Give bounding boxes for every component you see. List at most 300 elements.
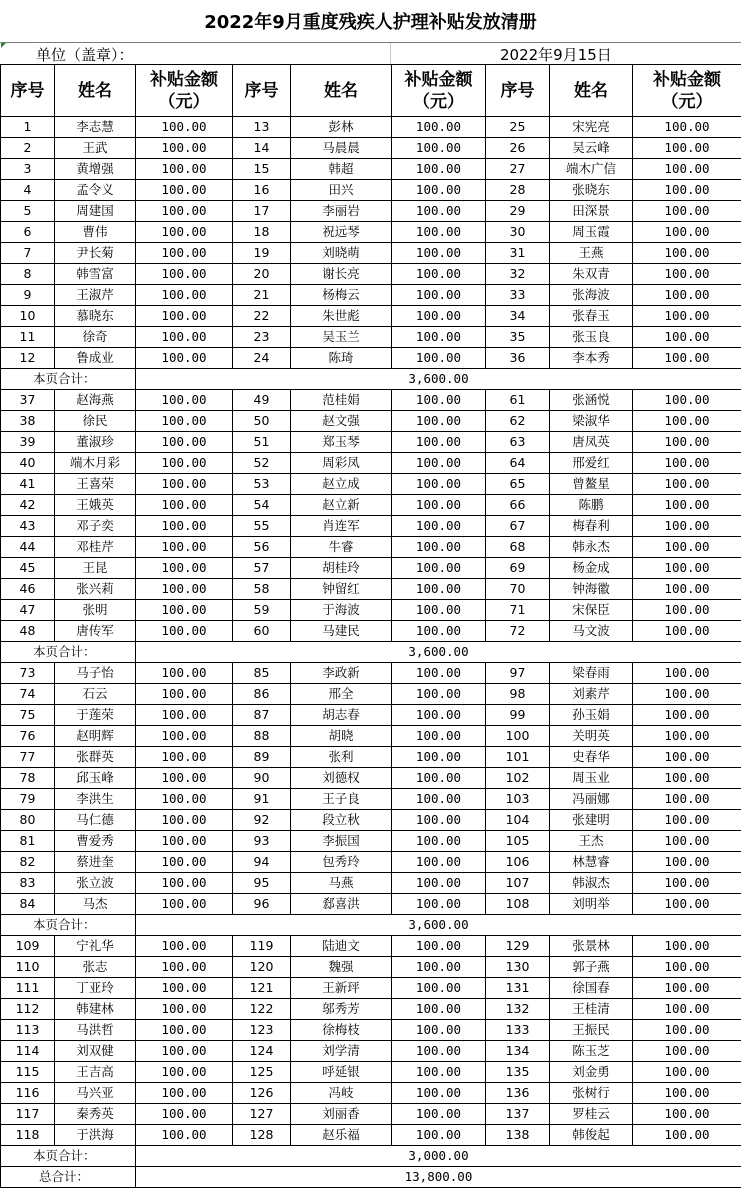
- seq-cell: 43: [1, 516, 55, 537]
- seq-cell: 108: [486, 894, 550, 915]
- name-cell: 王子良: [291, 789, 392, 810]
- name-cell: 梅春利: [550, 516, 633, 537]
- amount-cell: 100.00: [392, 705, 486, 726]
- page-subtotal-label: 本页合计：: [1, 642, 136, 663]
- header-seq: 序号: [233, 65, 291, 117]
- header-amount-line2: （元）: [413, 92, 464, 112]
- name-cell: 张建明: [550, 810, 633, 831]
- table-row: [1, 894, 741, 915]
- name-cell: 邢爱红: [550, 453, 633, 474]
- amount-cell: 100.00: [136, 159, 233, 180]
- seq-cell: 84: [1, 894, 55, 915]
- amount-cell: 100.00: [633, 705, 741, 726]
- grand-total-label: 总合计：: [1, 1167, 136, 1188]
- name-cell: 韩超: [291, 159, 392, 180]
- name-cell: 牛睿: [291, 537, 392, 558]
- amount-cell: 100.00: [392, 117, 486, 138]
- seq-cell: 55: [233, 516, 291, 537]
- name-cell: 曹伟: [55, 222, 136, 243]
- name-cell: 冯丽娜: [550, 789, 633, 810]
- seq-cell: 3: [1, 159, 55, 180]
- seq-cell: 19: [233, 243, 291, 264]
- seq-cell: 131: [486, 978, 550, 999]
- seq-cell: 20: [233, 264, 291, 285]
- seq-cell: 106: [486, 852, 550, 873]
- name-cell: 徐国春: [550, 978, 633, 999]
- name-cell: 王娥英: [55, 495, 136, 516]
- amount-cell: 100.00: [392, 453, 486, 474]
- amount-cell: 100.00: [633, 516, 741, 537]
- table-row: [1, 411, 741, 432]
- amount-cell: 100.00: [633, 453, 741, 474]
- name-cell: 韩俊起: [550, 1125, 633, 1146]
- seq-cell: 15: [233, 159, 291, 180]
- seq-cell: 102: [486, 768, 550, 789]
- amount-cell: 100.00: [392, 495, 486, 516]
- seq-cell: 32: [486, 264, 550, 285]
- name-cell: 赵文强: [291, 411, 392, 432]
- amount-cell: 100.00: [633, 180, 741, 201]
- seq-cell: 68: [486, 537, 550, 558]
- name-cell: 王喜荣: [55, 474, 136, 495]
- seq-cell: 51: [233, 432, 291, 453]
- seq-cell: 53: [233, 474, 291, 495]
- seq-cell: 1: [1, 117, 55, 138]
- seq-cell: 132: [486, 999, 550, 1020]
- name-cell: 于海波: [291, 600, 392, 621]
- name-cell: 刘学清: [291, 1041, 392, 1062]
- header-amount-line1: 补贴金额: [150, 70, 218, 90]
- amount-cell: 100.00: [136, 138, 233, 159]
- name-cell: 彭林: [291, 117, 392, 138]
- name-cell: 吴云峰: [550, 138, 633, 159]
- seq-cell: 29: [486, 201, 550, 222]
- name-cell: 李本秀: [550, 348, 633, 369]
- name-cell: 郭子燕: [550, 957, 633, 978]
- amount-cell: 100.00: [392, 600, 486, 621]
- page-subtotal-value: 3,600.00: [136, 915, 741, 936]
- name-cell: 赵明辉: [55, 726, 136, 747]
- seq-cell: 38: [1, 411, 55, 432]
- amount-cell: 100.00: [136, 327, 233, 348]
- header-amount: [136, 65, 233, 117]
- seq-cell: 23: [233, 327, 291, 348]
- amount-cell: 100.00: [633, 432, 741, 453]
- name-cell: 慕晓东: [55, 306, 136, 327]
- table-row: [1, 810, 741, 831]
- name-cell: 李丽岩: [291, 201, 392, 222]
- seq-cell: 97: [486, 663, 550, 684]
- seq-cell: 134: [486, 1041, 550, 1062]
- seq-cell: 85: [233, 663, 291, 684]
- amount-cell: 100.00: [136, 1062, 233, 1083]
- amount-cell: 100.00: [392, 621, 486, 642]
- amount-cell: 100.00: [392, 558, 486, 579]
- amount-cell: 100.00: [633, 306, 741, 327]
- amount-cell: 100.00: [392, 831, 486, 852]
- amount-cell: 100.00: [136, 348, 233, 369]
- header-row: [1, 65, 741, 117]
- seq-cell: 56: [233, 537, 291, 558]
- name-cell: 张景林: [550, 936, 633, 957]
- seq-cell: 64: [486, 453, 550, 474]
- seq-cell: 110: [1, 957, 55, 978]
- amount-cell: 100.00: [633, 831, 741, 852]
- seq-cell: 27: [486, 159, 550, 180]
- amount-cell: 100.00: [392, 201, 486, 222]
- seq-cell: 30: [486, 222, 550, 243]
- name-cell: 马建民: [291, 621, 392, 642]
- seq-cell: 67: [486, 516, 550, 537]
- header-seq: 序号: [1, 65, 55, 117]
- seq-cell: 46: [1, 579, 55, 600]
- amount-cell: 100.00: [392, 411, 486, 432]
- seq-cell: 125: [233, 1062, 291, 1083]
- name-cell: 鲁成业: [55, 348, 136, 369]
- name-cell: 刘明举: [550, 894, 633, 915]
- page-subtotal-row: [1, 369, 741, 390]
- seq-cell: 87: [233, 705, 291, 726]
- seq-cell: 90: [233, 768, 291, 789]
- name-cell: 朱世彪: [291, 306, 392, 327]
- seq-cell: 61: [486, 390, 550, 411]
- name-cell: 宋宪亮: [550, 117, 633, 138]
- name-cell: 丁亚玲: [55, 978, 136, 999]
- seq-cell: 94: [233, 852, 291, 873]
- name-cell: 张志: [55, 957, 136, 978]
- amount-cell: 100.00: [392, 579, 486, 600]
- amount-cell: 100.00: [392, 243, 486, 264]
- seq-cell: 126: [233, 1083, 291, 1104]
- name-cell: 刘晓萌: [291, 243, 392, 264]
- amount-cell: 100.00: [633, 243, 741, 264]
- seq-cell: 71: [486, 600, 550, 621]
- name-cell: 周玉霞: [550, 222, 633, 243]
- name-cell: 冯岐: [291, 1083, 392, 1104]
- name-cell: 梁淑华: [550, 411, 633, 432]
- seq-cell: 100: [486, 726, 550, 747]
- seq-cell: 72: [486, 621, 550, 642]
- roster-table: [0, 64, 741, 1188]
- amount-cell: 100.00: [136, 558, 233, 579]
- name-cell: 王桂清: [550, 999, 633, 1020]
- table-row: [1, 1041, 741, 1062]
- seq-cell: 70: [486, 579, 550, 600]
- name-cell: 刘德权: [291, 768, 392, 789]
- name-cell: 林慧睿: [550, 852, 633, 873]
- name-cell: 陈琦: [291, 348, 392, 369]
- amount-cell: 100.00: [633, 663, 741, 684]
- header-amount-line1: 补贴金额: [653, 70, 721, 90]
- amount-cell: 100.00: [633, 159, 741, 180]
- amount-cell: 100.00: [392, 1041, 486, 1062]
- name-cell: 郑玉琴: [291, 432, 392, 453]
- seq-cell: 34: [486, 306, 550, 327]
- table-row: [1, 1020, 741, 1041]
- info-bar: [0, 42, 741, 64]
- name-cell: 于洪海: [55, 1125, 136, 1146]
- name-cell: 尹长菊: [55, 243, 136, 264]
- header-amount-line2: （元）: [662, 92, 713, 112]
- table-row: [1, 600, 741, 621]
- amount-cell: 100.00: [633, 558, 741, 579]
- seq-cell: 105: [486, 831, 550, 852]
- name-cell: 邱玉峰: [55, 768, 136, 789]
- name-cell: 宋保臣: [550, 600, 633, 621]
- amount-cell: 100.00: [392, 516, 486, 537]
- page-subtotal-row: [1, 642, 741, 663]
- name-cell: 秦秀英: [55, 1104, 136, 1125]
- amount-cell: 100.00: [392, 222, 486, 243]
- amount-cell: 100.00: [392, 747, 486, 768]
- amount-cell: 100.00: [136, 936, 233, 957]
- seq-cell: 104: [486, 810, 550, 831]
- name-cell: 马仁德: [55, 810, 136, 831]
- name-cell: 罗桂云: [550, 1104, 633, 1125]
- amount-cell: 100.00: [136, 957, 233, 978]
- table-row: [1, 306, 741, 327]
- seq-cell: 11: [1, 327, 55, 348]
- name-cell: 李洪生: [55, 789, 136, 810]
- name-cell: 邬秀芳: [291, 999, 392, 1020]
- name-cell: 邓桂芹: [55, 537, 136, 558]
- seq-cell: 16: [233, 180, 291, 201]
- name-cell: 刘素芹: [550, 684, 633, 705]
- amount-cell: 100.00: [633, 894, 741, 915]
- name-cell: 赵立新: [291, 495, 392, 516]
- table-row: [1, 999, 741, 1020]
- table-row: [1, 873, 741, 894]
- name-cell: 王振民: [550, 1020, 633, 1041]
- issue-date: 2022年9月15日: [500, 44, 612, 65]
- table-row: [1, 264, 741, 285]
- seq-cell: 111: [1, 978, 55, 999]
- amount-cell: 100.00: [392, 894, 486, 915]
- amount-cell: 100.00: [136, 537, 233, 558]
- amount-cell: 100.00: [136, 726, 233, 747]
- table-row: [1, 1083, 741, 1104]
- table-row: [1, 747, 741, 768]
- name-cell: 杨梅云: [291, 285, 392, 306]
- name-cell: 刘金勇: [550, 1062, 633, 1083]
- table-row: [1, 558, 741, 579]
- seq-cell: 63: [486, 432, 550, 453]
- seq-cell: 73: [1, 663, 55, 684]
- amount-cell: 100.00: [392, 474, 486, 495]
- name-cell: 钟留红: [291, 579, 392, 600]
- amount-cell: 100.00: [633, 285, 741, 306]
- amount-cell: 100.00: [392, 1062, 486, 1083]
- table-row: [1, 159, 741, 180]
- amount-cell: 100.00: [633, 621, 741, 642]
- roster-body: [1, 117, 741, 1188]
- amount-cell: 100.00: [136, 705, 233, 726]
- amount-cell: 100.00: [136, 810, 233, 831]
- name-cell: 李志慧: [55, 117, 136, 138]
- amount-cell: 100.00: [392, 852, 486, 873]
- name-cell: 马兴亚: [55, 1083, 136, 1104]
- seq-cell: 137: [486, 1104, 550, 1125]
- name-cell: 陆迪文: [291, 936, 392, 957]
- seq-cell: 48: [1, 621, 55, 642]
- name-cell: 马杰: [55, 894, 136, 915]
- amount-cell: 100.00: [633, 810, 741, 831]
- page-subtotal-row: [1, 1146, 741, 1167]
- name-cell: 赵乐福: [291, 1125, 392, 1146]
- seq-cell: 81: [1, 831, 55, 852]
- seq-cell: 116: [1, 1083, 55, 1104]
- table-row: [1, 537, 741, 558]
- table-row: [1, 1125, 741, 1146]
- table-row: [1, 516, 741, 537]
- amount-cell: 100.00: [136, 621, 233, 642]
- seq-cell: 12: [1, 348, 55, 369]
- name-cell: 孟令义: [55, 180, 136, 201]
- seq-cell: 39: [1, 432, 55, 453]
- amount-cell: 100.00: [136, 264, 233, 285]
- table-row: [1, 579, 741, 600]
- name-cell: 朱双青: [550, 264, 633, 285]
- amount-cell: 100.00: [633, 726, 741, 747]
- amount-cell: 100.00: [136, 201, 233, 222]
- seq-cell: 41: [1, 474, 55, 495]
- seq-cell: 120: [233, 957, 291, 978]
- seq-cell: 17: [233, 201, 291, 222]
- grand-total-row: [1, 1167, 741, 1188]
- name-cell: 石云: [55, 684, 136, 705]
- page-subtotal-label: 本页合计：: [1, 1146, 136, 1167]
- header-amount-line2: （元）: [159, 92, 210, 112]
- name-cell: 于莲荣: [55, 705, 136, 726]
- amount-cell: 100.00: [633, 495, 741, 516]
- table-row: [1, 1062, 741, 1083]
- document-title: 2022年9月重度残疾人护理补贴发放清册: [0, 0, 741, 42]
- seq-cell: 96: [233, 894, 291, 915]
- amount-cell: 100.00: [136, 852, 233, 873]
- table-row: [1, 453, 741, 474]
- name-cell: 陈玉芝: [550, 1041, 633, 1062]
- seq-cell: 76: [1, 726, 55, 747]
- name-cell: 韩建林: [55, 999, 136, 1020]
- amount-cell: 100.00: [136, 1104, 233, 1125]
- amount-cell: 100.00: [136, 1041, 233, 1062]
- seq-cell: 83: [1, 873, 55, 894]
- header-name: 姓名: [291, 65, 392, 117]
- name-cell: 韩雪富: [55, 264, 136, 285]
- name-cell: 陈鹏: [550, 495, 633, 516]
- seq-cell: 113: [1, 1020, 55, 1041]
- amount-cell: 100.00: [392, 810, 486, 831]
- amount-cell: 100.00: [136, 495, 233, 516]
- name-cell: 郄喜洪: [291, 894, 392, 915]
- name-cell: 端木月彩: [55, 453, 136, 474]
- name-cell: 张明: [55, 600, 136, 621]
- name-cell: 孙玉娟: [550, 705, 633, 726]
- amount-cell: 100.00: [633, 873, 741, 894]
- seq-cell: 49: [233, 390, 291, 411]
- amount-cell: 100.00: [392, 1104, 486, 1125]
- amount-cell: 100.00: [136, 663, 233, 684]
- name-cell: 胡晓: [291, 726, 392, 747]
- amount-cell: 100.00: [136, 978, 233, 999]
- amount-cell: 100.00: [633, 138, 741, 159]
- name-cell: 邢全: [291, 684, 392, 705]
- seq-cell: 112: [1, 999, 55, 1020]
- header-seq: 序号: [486, 65, 550, 117]
- table-row: [1, 432, 741, 453]
- amount-cell: 100.00: [392, 936, 486, 957]
- amount-cell: 100.00: [136, 1125, 233, 1146]
- name-cell: 张兴莉: [55, 579, 136, 600]
- name-cell: 张晓东: [550, 180, 633, 201]
- seq-cell: 130: [486, 957, 550, 978]
- name-cell: 赵海燕: [55, 390, 136, 411]
- name-cell: 张春玉: [550, 306, 633, 327]
- amount-cell: 100.00: [392, 432, 486, 453]
- seq-cell: 45: [1, 558, 55, 579]
- name-cell: 王新玶: [291, 978, 392, 999]
- amount-cell: 100.00: [392, 264, 486, 285]
- seq-cell: 123: [233, 1020, 291, 1041]
- seq-cell: 98: [486, 684, 550, 705]
- seq-cell: 6: [1, 222, 55, 243]
- amount-cell: 100.00: [136, 474, 233, 495]
- table-row: [1, 327, 741, 348]
- name-cell: 张玉良: [550, 327, 633, 348]
- seq-cell: 109: [1, 936, 55, 957]
- amount-cell: 100.00: [633, 1041, 741, 1062]
- amount-cell: 100.00: [136, 999, 233, 1020]
- amount-cell: 100.00: [633, 936, 741, 957]
- amount-cell: 100.00: [392, 978, 486, 999]
- seq-cell: 118: [1, 1125, 55, 1146]
- seq-cell: 99: [486, 705, 550, 726]
- seq-cell: 133: [486, 1020, 550, 1041]
- amount-cell: 100.00: [136, 306, 233, 327]
- unit-seal-label: 单位（盖章）：: [36, 44, 134, 65]
- seq-cell: 135: [486, 1062, 550, 1083]
- name-cell: 张树行: [550, 1083, 633, 1104]
- amount-cell: 100.00: [136, 600, 233, 621]
- table-row: [1, 117, 741, 138]
- name-cell: 包秀玲: [291, 852, 392, 873]
- seq-cell: 124: [233, 1041, 291, 1062]
- amount-cell: 100.00: [136, 873, 233, 894]
- amount-cell: 100.00: [633, 264, 741, 285]
- header-amount: [633, 65, 741, 117]
- seq-cell: 57: [233, 558, 291, 579]
- seq-cell: 60: [233, 621, 291, 642]
- name-cell: 韩永杰: [550, 537, 633, 558]
- name-cell: 蔡进奎: [55, 852, 136, 873]
- amount-cell: 100.00: [392, 663, 486, 684]
- amount-cell: 100.00: [392, 180, 486, 201]
- table-row: [1, 726, 741, 747]
- name-cell: 曹爱秀: [55, 831, 136, 852]
- amount-cell: 100.00: [392, 1020, 486, 1041]
- name-cell: 曾鳌星: [550, 474, 633, 495]
- table-row: [1, 222, 741, 243]
- seq-cell: 26: [486, 138, 550, 159]
- name-cell: 梁春雨: [550, 663, 633, 684]
- seq-cell: 25: [486, 117, 550, 138]
- name-cell: 徐民: [55, 411, 136, 432]
- table-row: [1, 390, 741, 411]
- name-cell: 马子怡: [55, 663, 136, 684]
- seq-cell: 28: [486, 180, 550, 201]
- seq-cell: 62: [486, 411, 550, 432]
- seq-cell: 115: [1, 1062, 55, 1083]
